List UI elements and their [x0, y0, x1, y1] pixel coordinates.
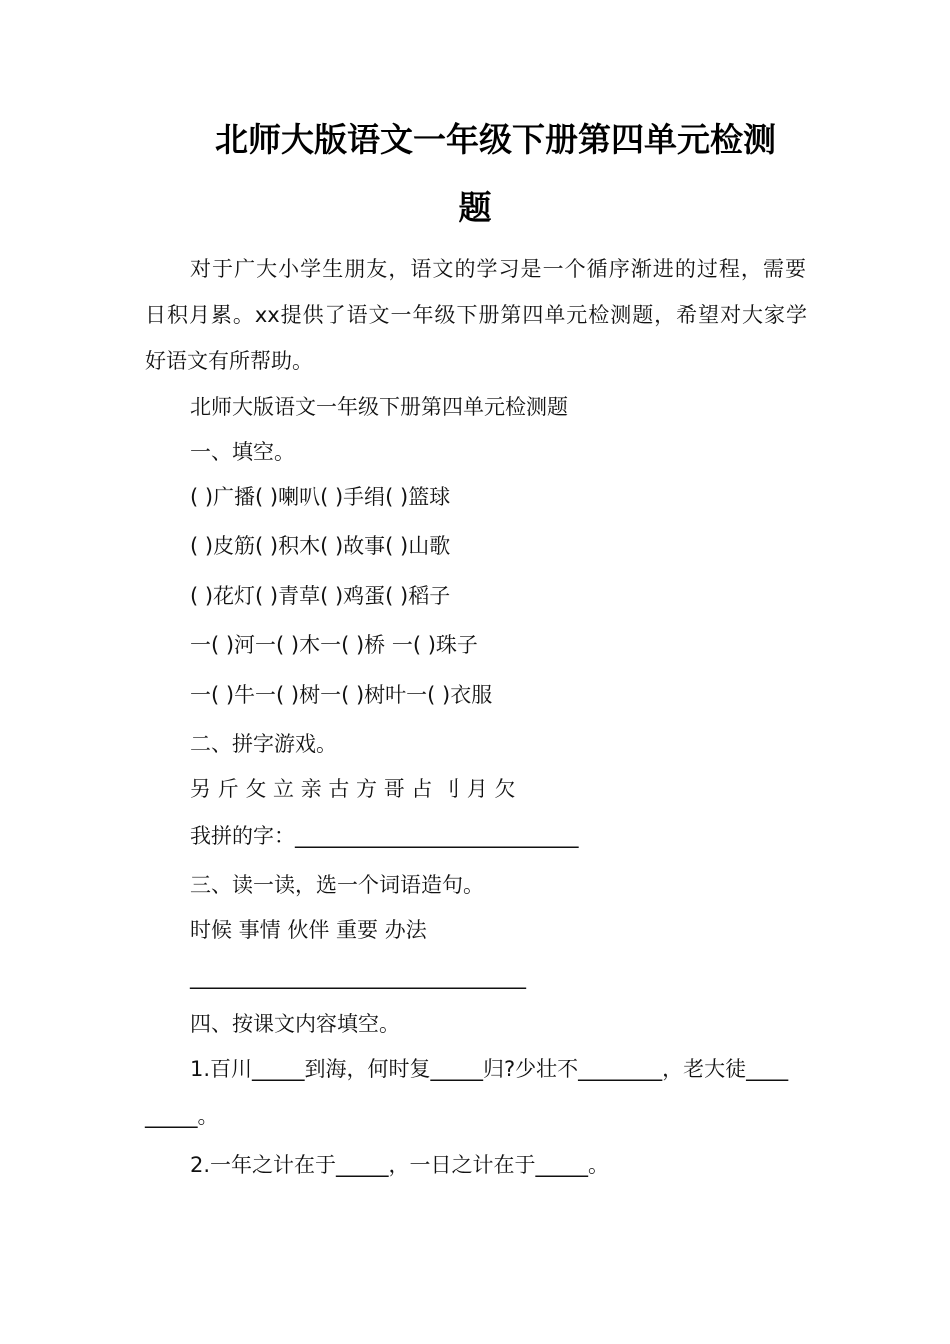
section1-row2: ( )皮筋( )积木( )故事( )山歌	[190, 534, 451, 558]
section2-characters: 另 斤 攵 立 亲 古 方 哥 占 刂 月 欠	[190, 777, 516, 801]
section1-heading: 一、填空。	[190, 440, 295, 464]
section2-answer-line: 我拼的字：___________________________	[190, 824, 579, 848]
section4-heading: 四、按课文内容填空。	[190, 1012, 400, 1036]
intro-paragraph-line3: 好语文有所帮助。	[145, 349, 313, 373]
section1-row1: ( )广播( )喇叭( )手绢( )篮球	[190, 485, 451, 509]
section1-row5: 一( )牛一( )树一( )树叶一( )衣服	[190, 683, 493, 707]
section4-question2: 2.一年之计在于_____，一日之计在于_____。	[190, 1153, 610, 1177]
section3-heading: 三、读一读，选一个词语造句。	[190, 873, 484, 897]
section1-row4: 一( )河一( )木一( )桥 一( )珠子	[190, 633, 478, 657]
section3-blank: ________________________________	[190, 965, 526, 989]
document-title-line2: 题	[458, 188, 492, 227]
section2-heading: 二、拼字游戏。	[190, 732, 337, 756]
intro-paragraph-line2: 日积月累。xx提供了语文一年级下册第四单元检测题，希望对大家学	[145, 303, 807, 327]
section1-row3: ( )花灯( )青草( )鸡蛋( )稻子	[190, 584, 451, 608]
intro-paragraph-line1: 对于广大小学生朋友，语文的学习是一个循序渐进的过程，需要	[190, 257, 806, 281]
section3-words: 时候 事情 伙伴 重要 办法	[190, 918, 427, 942]
subtitle: 北师大版语文一年级下册第四单元检测题	[190, 395, 568, 419]
section4-question1-line2: _____。	[145, 1104, 219, 1128]
section4-question1-line1: 1.百川_____到海，何时复_____归?少壮不________，老大徒____	[190, 1057, 789, 1081]
document-title-line1: 北师大版语文一年级下册第四单元检测	[215, 120, 776, 159]
